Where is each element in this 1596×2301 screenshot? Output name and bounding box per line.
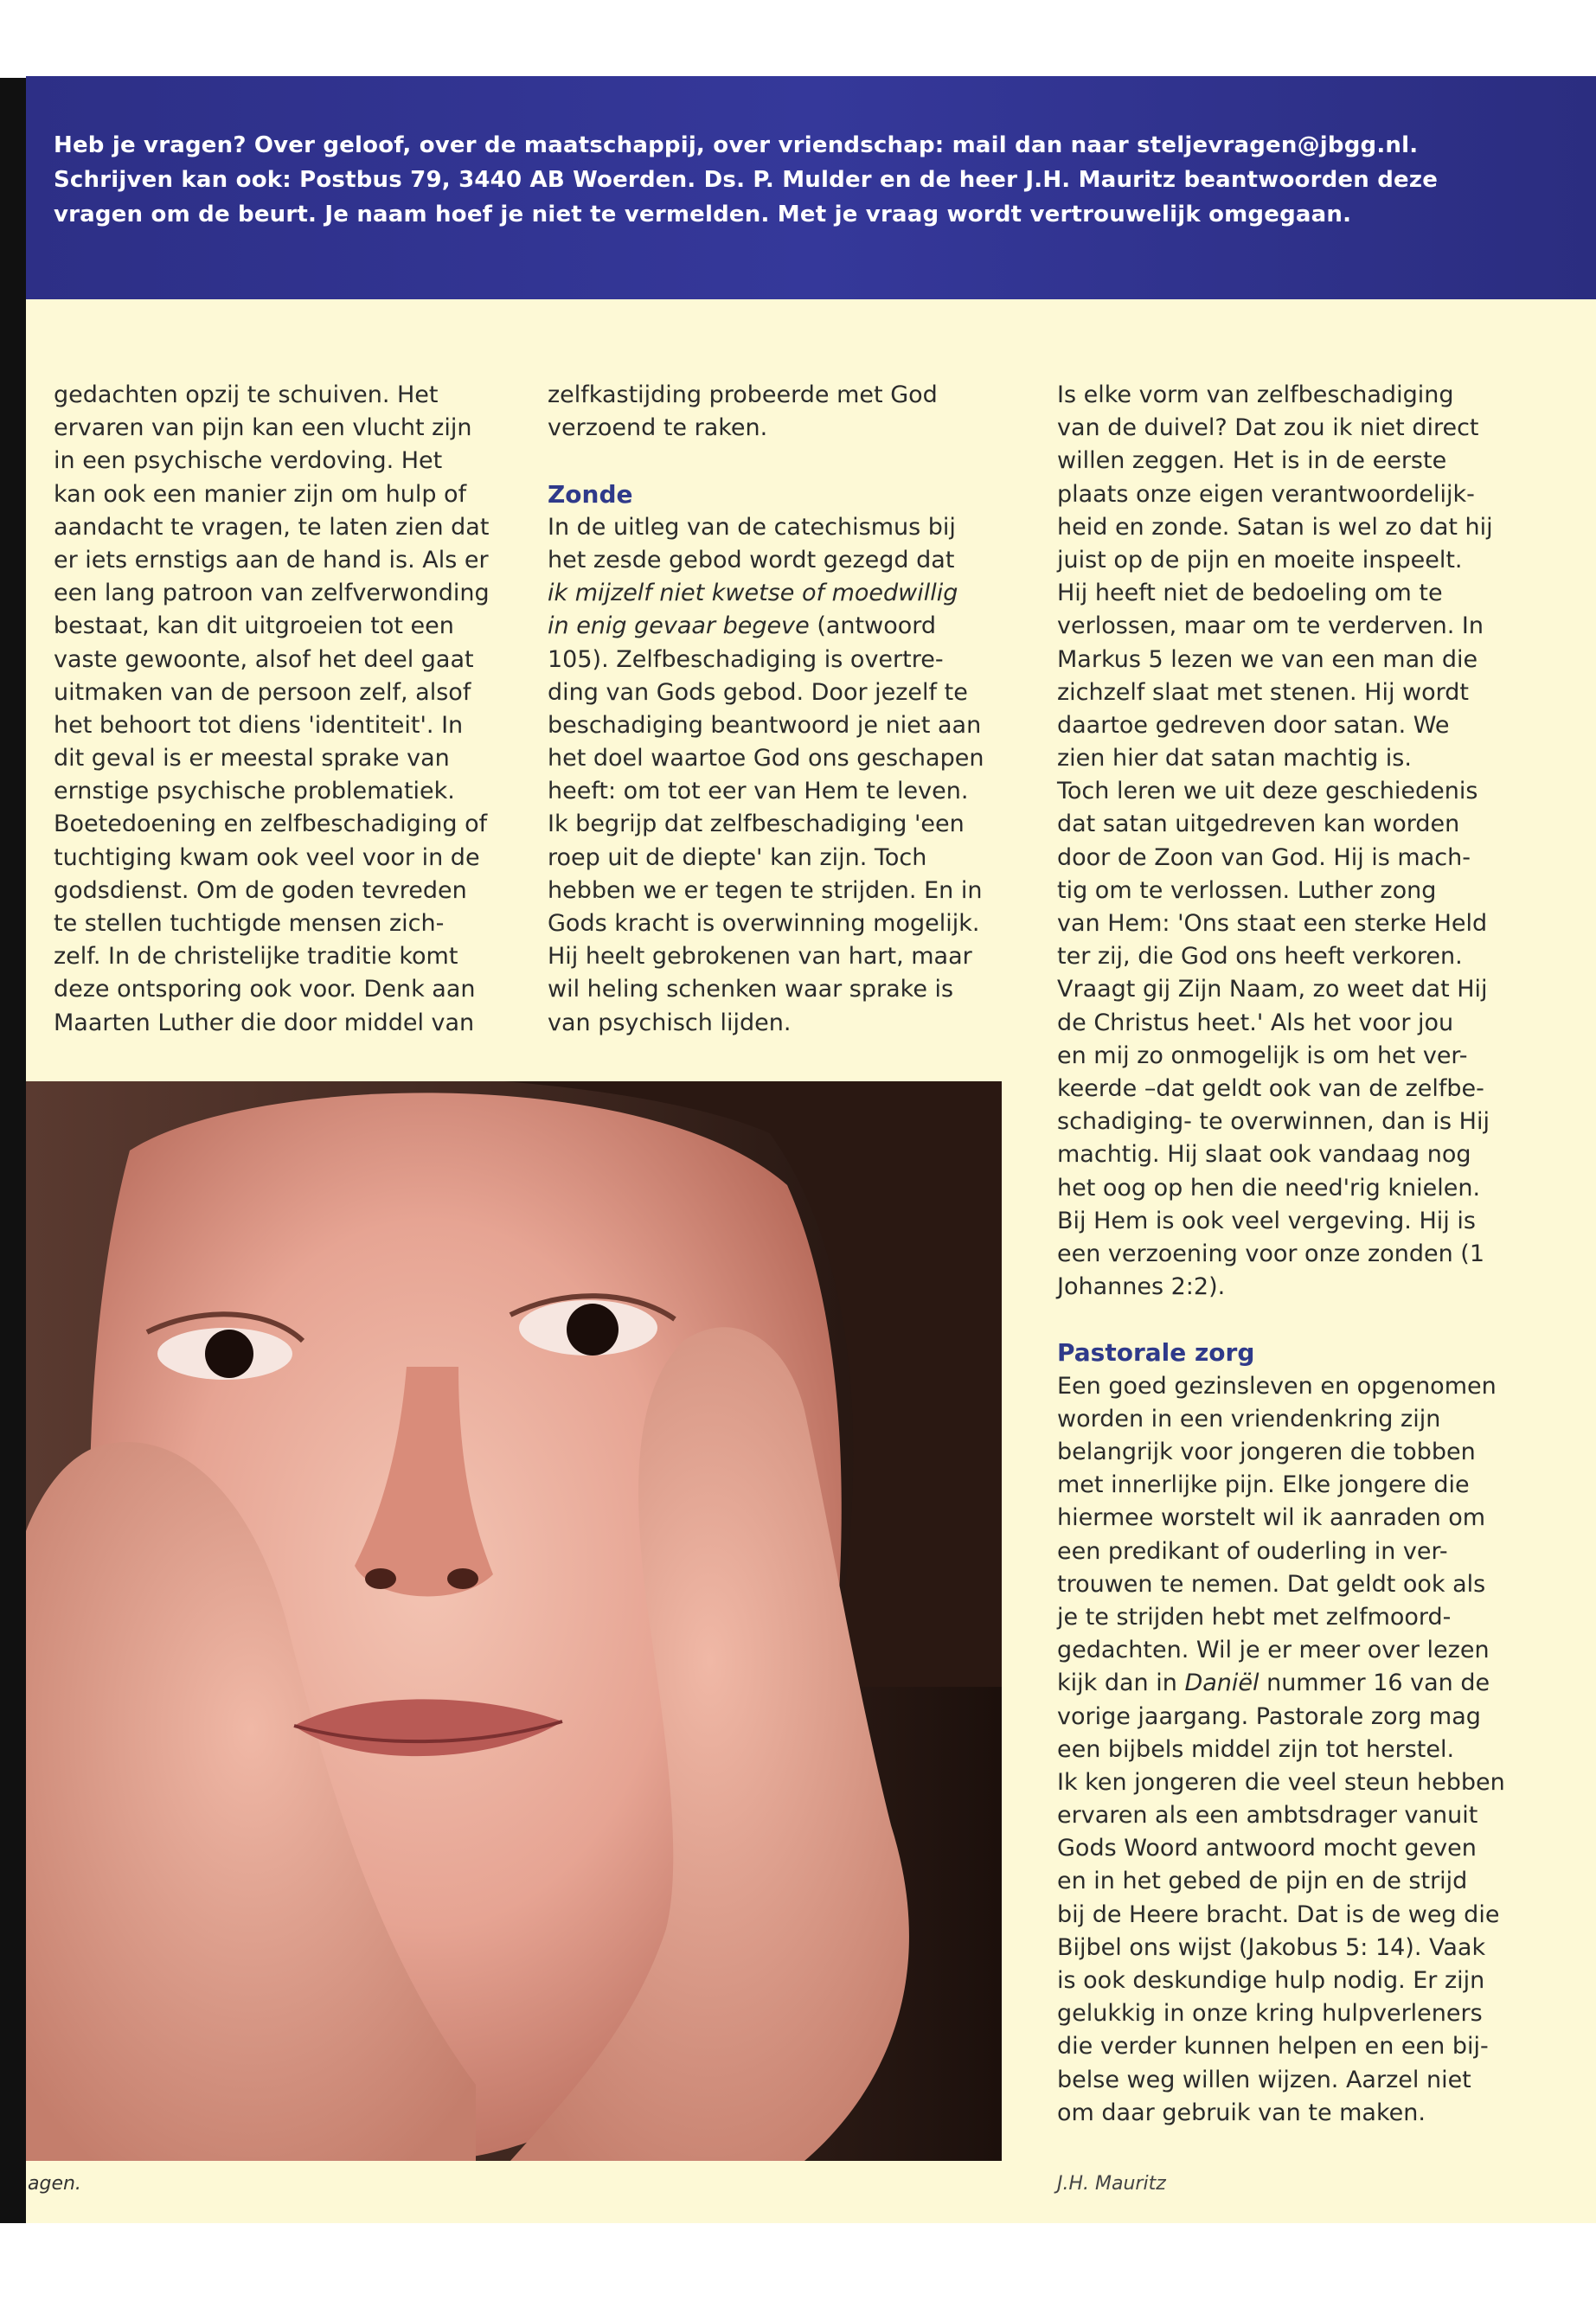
- text-line: tig om te verlossen. Luther zong: [1057, 876, 1437, 904]
- banner-line: Heb je vragen? Over geloof, over de maatschappij, over vriendschap: mail dan naar steljevragen@jbgg.nl.: [54, 132, 1419, 158]
- italic-quote: ik mijzelf niet kwetse of moedwillig: [548, 580, 958, 607]
- text-line: godsdienst. Om de goden tevreden: [54, 876, 467, 904]
- text-line: hebben we er tegen te strijden. En in: [548, 876, 983, 904]
- text-line: tuchtiging kwam ook veel voor in de: [54, 843, 480, 871]
- text-line: juist op de pijn en moeite inspeelt.: [1057, 546, 1463, 574]
- info-banner: [26, 76, 1596, 299]
- text-line: worden in een vriendenkring zijn: [1057, 1405, 1441, 1433]
- text-line: [1057, 1667, 1576, 1700]
- photo-caption: agen.: [28, 2173, 81, 2195]
- author-signature: J.H. Mauritz: [1057, 2173, 1166, 2195]
- text-line: verlossen, maar om te verderven. In: [1057, 612, 1484, 640]
- text-line: keerde –dat geldt ook van de zelfbe-: [1057, 1074, 1484, 1102]
- text-line: [548, 610, 1032, 643]
- text-line: er iets ernstigs aan de hand is. Als er: [54, 546, 489, 574]
- text-line: gelukkig in onze kring hulpverleners: [1057, 2000, 1483, 2028]
- text-line: trouwen te nemen. Dat geldt ook als: [1057, 1570, 1486, 1598]
- text-line: zelf. In de christelijke traditie komt: [54, 943, 458, 971]
- text-line: het behoort tot diens 'identiteit'. In: [54, 711, 464, 739]
- text-line: [548, 577, 1032, 610]
- text-line: zichzelf slaat met stenen. Hij wordt: [1057, 678, 1470, 706]
- text-line: plaats onze eigen verantwoordelijk-: [1057, 480, 1475, 508]
- text-line: Is elke vorm van zelfbeschadiging: [1057, 381, 1454, 408]
- text-line: ervaren van pijn kan een vlucht zijn: [54, 414, 472, 442]
- text-line: kan ook een manier zijn om hulp of: [54, 480, 467, 508]
- portrait-photo: [26, 1081, 1002, 2161]
- text-line: die verder kunnen helpen en een bij-: [1057, 2033, 1489, 2061]
- text-line: deze ontsporing ook voor. Denk aan: [54, 976, 476, 1003]
- text-line: ernstige psychische problematiek.: [54, 778, 455, 805]
- text-line: gedachten. Wil je er meer over lezen: [1057, 1637, 1490, 1664]
- text-line: hiermee worstelt wil ik aanraden om: [1057, 1504, 1486, 1532]
- text-line: Ik begrijp dat zelfbeschadiging 'een: [548, 811, 965, 838]
- text-line: te stellen tuchtigde mensen zich-: [54, 910, 445, 937]
- banner-line: vragen om de beurt. Je naam hoef je niet te vermelden. Met je vraag wordt vertrouwelijk omgegaan.: [54, 202, 1352, 228]
- text-line: Maarten Luther die door middel van: [54, 1009, 475, 1036]
- text-line: ervaren als een ambtsdrager vanuit: [1057, 1802, 1478, 1830]
- magazine-title: Daniël: [1184, 1670, 1259, 1697]
- column-1: [54, 379, 538, 1040]
- text-line: verzoend te raken.: [548, 414, 768, 442]
- text-line: belse weg willen wijzen. Aarzel niet: [1057, 2066, 1471, 2093]
- banner-line: Schrijven kan ook: Postbus 79, 3440 AB Woerden. Ds. P. Mulder en de heer J.H. Mauritz beantwoorden deze: [54, 167, 1439, 193]
- text-line: ter zij, die God ons heeft verkoren.: [1057, 943, 1463, 971]
- text-fragment: kijk dan in: [1057, 1670, 1185, 1697]
- text-line: Hij heelt gebrokenen van hart, maar: [548, 943, 972, 971]
- text-line: heid en zonde. Satan is wel zo dat hij: [1057, 513, 1493, 541]
- text-line: Gods kracht is overwinning mogelijk.: [548, 910, 980, 937]
- text-line: daartoe gedreven door satan. We: [1057, 711, 1450, 739]
- text-line: schadiging- te overwinnen, dan is Hij: [1057, 1108, 1490, 1136]
- text-line: belangrijk voor jongeren die tobben: [1057, 1439, 1476, 1465]
- column-2: [548, 379, 1032, 1040]
- text-line: uitmaken van de persoon zelf, alsof: [54, 678, 471, 706]
- text-line: en in het gebed de pijn en de strijd: [1057, 1868, 1468, 1895]
- text-line: bestaat, kan dit uitgroeien tot een: [54, 612, 454, 640]
- text-line: dat satan uitgedreven kan worden: [1057, 811, 1460, 838]
- text-line: Johannes 2:2).: [1057, 1273, 1226, 1301]
- text-line: het doel waartoe God ons geschapen: [548, 745, 984, 772]
- text-line: en mij zo onmogelijk is om het ver-: [1057, 1042, 1468, 1069]
- text-line: aandacht te vragen, te laten zien dat: [54, 513, 490, 541]
- text-line: met innerlijke pijn. Elke jongere die: [1057, 1471, 1470, 1499]
- text-line: dit geval is er meestal sprake van: [54, 745, 450, 772]
- section-heading-zonde: Zonde: [548, 479, 633, 509]
- text-line: roep uit de diepte' kan zijn. Toch: [548, 843, 927, 871]
- text-line: Een goed gezinsleven en opgenomen: [1057, 1372, 1497, 1400]
- text-line: heeft: om tot eer van Hem te leven.: [548, 778, 969, 805]
- text-line: Ik ken jongeren die veel steun hebben: [1057, 1768, 1505, 1796]
- text-line: vaste gewoonte, alsof het deel gaat: [54, 645, 474, 673]
- text-line: van Hem: 'Ons staat een sterke Held: [1057, 910, 1488, 937]
- text-line: Hij heeft niet de bedoeling om te: [1057, 580, 1443, 607]
- text-line: een predikant of ouderling in ver-: [1057, 1537, 1448, 1565]
- text-line: het oog op hen die need'rig knielen.: [1057, 1174, 1481, 1202]
- text-line: Markus 5 lezen we van een man die: [1057, 645, 1478, 673]
- text-line: een bijbels middel zijn tot herstel.: [1057, 1735, 1455, 1763]
- text-line: in een psychische verdoving. Het: [54, 447, 443, 475]
- text-line: bij de Heere bracht. Dat is de weg die: [1057, 1900, 1500, 1928]
- text-line: zien hier dat satan machtig is.: [1057, 745, 1412, 772]
- text-line: gedachten opzij te schuiven. Het: [54, 381, 439, 408]
- text-line: In de uitleg van de catechismus bij: [548, 513, 956, 541]
- text-line: vorige jaargang. Pastorale zorg mag: [1057, 1702, 1481, 1730]
- text-line: zelfkastijding probeerde met God: [548, 381, 938, 408]
- italic-quote: in enig gevaar begeve: [548, 612, 810, 640]
- text-fragment: (antwoord: [809, 612, 936, 640]
- face-illustration: [26, 1081, 1002, 2161]
- text-line: Toch leren we uit deze geschiedenis: [1057, 778, 1478, 805]
- text-line: een lang patroon van zelfverwonding: [54, 580, 490, 607]
- text-line: van psychisch lijden.: [548, 1009, 792, 1036]
- scan-edge: [0, 78, 26, 2223]
- text-line: van de duivel? Dat zou ik niet direct: [1057, 414, 1479, 442]
- text-line: Gods Woord antwoord mocht geven: [1057, 1835, 1477, 1862]
- text-line: je te strijden hebt met zelfmoord-: [1057, 1603, 1452, 1631]
- text-line: ding van Gods gebod. Door jezelf te: [548, 678, 968, 706]
- text-line: Bij Hem is ook veel vergeving. Hij is: [1057, 1207, 1476, 1234]
- text-line: een verzoening voor onze zonden (1: [1057, 1240, 1485, 1267]
- text-line: is ook deskundige hulp nodig. Er zijn: [1057, 1967, 1485, 1994]
- text-line: de Christus heet.' Als het voor jou: [1057, 1009, 1454, 1036]
- text-line: wil heling schenken waar sprake is: [548, 976, 954, 1003]
- text-line: willen zeggen. Het is in de eerste: [1057, 447, 1447, 475]
- text-line: het zesde gebod wordt gezegd dat: [548, 546, 955, 574]
- text-fragment: nummer 16 van de: [1259, 1670, 1490, 1697]
- text-line: door de Zoon van God. Hij is mach-: [1057, 843, 1471, 871]
- text-line: Bijbel ons wijst (Jakobus 5: 14). Vaak: [1057, 1933, 1486, 1961]
- text-line: Vraagt gij Zijn Naam, zo weet dat Hij: [1057, 976, 1488, 1003]
- column-3: [1057, 379, 1576, 2130]
- text-line: 105). Zelfbeschadiging is overtre-: [548, 645, 944, 673]
- text-line: machtig. Hij slaat ook vandaag nog: [1057, 1141, 1471, 1169]
- text-line: beschadiging beantwoord je niet aan: [548, 711, 982, 739]
- text-line: Boetedoening en zelfbeschadiging of: [54, 811, 488, 838]
- section-heading-pastorale-zorg: Pastorale zorg: [1057, 1338, 1255, 1368]
- text-line: om daar gebruik van te maken.: [1057, 2099, 1426, 2126]
